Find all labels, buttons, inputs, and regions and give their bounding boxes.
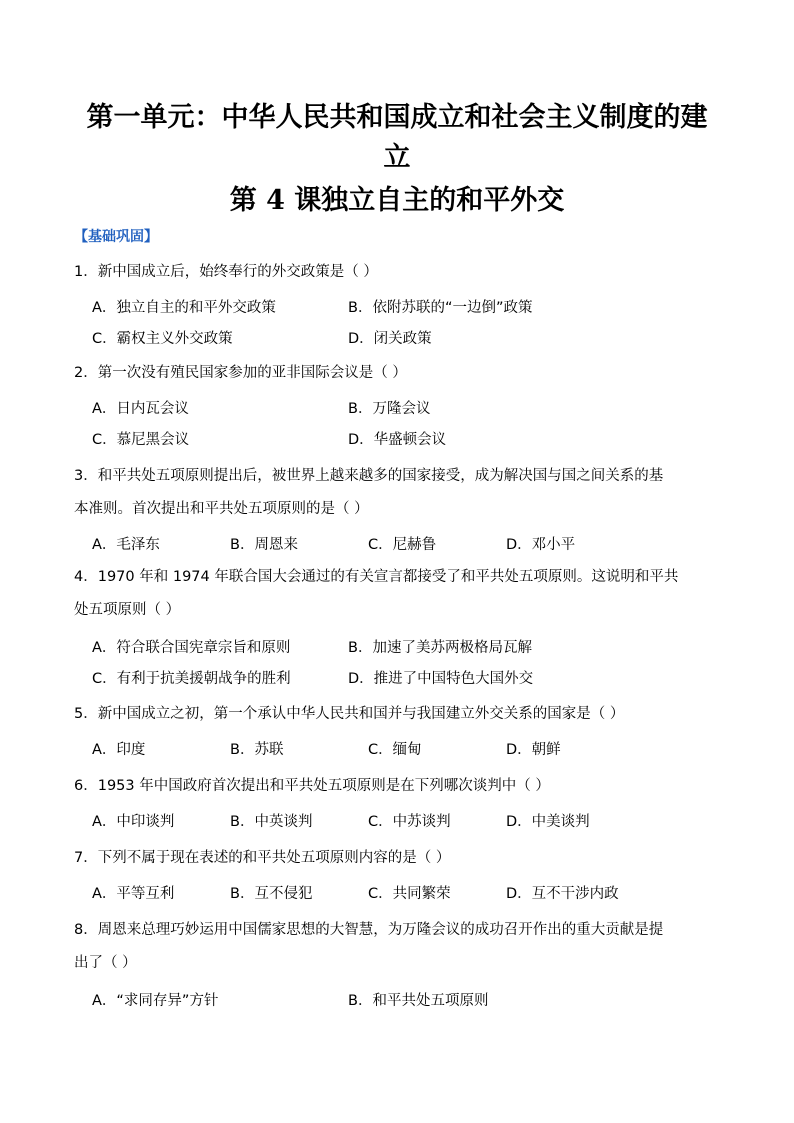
question-stem-line-1: 3．和平共处五项原则提出后，被世界上越来越多的国家接受，成为解决国与国之间关系的基 [74, 468, 664, 484]
option-c: C．慕尼黑会议 [92, 432, 190, 448]
option-c: C．共同繁荣 [368, 886, 451, 902]
question-1 [74, 258, 724, 355]
option-d: D．朝鲜 [506, 742, 561, 758]
unit-title-line-1: 第一单元：中华人民共和国成立和社会主义制度的建 [86, 102, 708, 133]
option-a: A．平等互利 [92, 886, 175, 902]
option-c: C．中苏谈判 [368, 814, 451, 830]
option-b: B．依附苏联的“一边倒”政策 [348, 300, 533, 316]
question-stem-line-2: 出了（ ） [74, 955, 137, 971]
option-c: C．尼赫鲁 [368, 537, 437, 553]
option-d: D．互不干涉内政 [506, 886, 619, 902]
document-title [0, 98, 794, 224]
option-a: A．独立自主的和平外交政策 [92, 300, 276, 316]
question-8 [74, 914, 724, 1017]
question-7 [74, 844, 724, 910]
question-stem-line-1: 4．1970 年和 1974 年联合国大会通过的有关宣言都接受了和平共处五项原则。这说明和平共 [74, 569, 679, 585]
option-b: B．和平共处五项原则 [348, 993, 489, 1009]
option-b: B．互不侵犯 [230, 886, 313, 902]
option-b: B．苏联 [230, 742, 284, 758]
option-c: C．有利于抗美援朝战争的胜利 [92, 671, 291, 687]
lesson-title: 第 4 课独立自主的和平外交 [229, 185, 565, 216]
question-stem: 1．新中国成立后，始终奉行的外交政策是（ ） [74, 264, 378, 280]
option-c: C．缅甸 [368, 742, 422, 758]
option-d: D．邓小平 [506, 537, 576, 553]
question-4 [74, 561, 724, 695]
question-list [74, 258, 724, 1017]
option-a: A．中印谈判 [92, 814, 175, 830]
question-stem: 6．1953 年中国政府首次提出和平共处五项原则是在下列哪次谈判中（ ） [74, 778, 550, 794]
option-a: A．印度 [92, 742, 146, 758]
question-6 [74, 772, 724, 838]
section-heading: 【基础巩固】 [74, 229, 158, 245]
question-stem: 5．新中国成立之初，第一个承认中华人民共和国并与我国建立外交关系的国家是（ ） [74, 706, 625, 722]
question-2 [74, 359, 724, 456]
question-stem-line-1: 8．周恩来总理巧妙运用中国儒家思想的大智慧，为万隆会议的成功召开作出的重大贡献是提 [74, 922, 664, 938]
option-c: C．霸权主义外交政策 [92, 331, 233, 347]
question-5 [74, 700, 724, 766]
option-a: A．“求同存异”方针 [92, 993, 219, 1009]
question-stem-line-2: 处五项原则（ ） [74, 602, 181, 618]
question-stem: 2．第一次没有殖民国家参加的亚非国际会议是（ ） [74, 365, 407, 381]
option-b: B．万隆会议 [348, 401, 431, 417]
option-b: B．中英谈判 [230, 814, 313, 830]
option-d: D．华盛顿会议 [348, 432, 447, 448]
option-a: A．符合联合国宪章宗旨和原则 [92, 640, 291, 656]
question-stem: 7．下列不属于现在表述的和平共处五项原则内容的是（ ） [74, 850, 451, 866]
question-stem-line-2: 本准则。首次提出和平共处五项原则的是（ ） [74, 501, 369, 517]
option-b: B．周恩来 [230, 537, 298, 553]
option-b: B．加速了美苏两极格局瓦解 [348, 640, 532, 656]
option-d: D．闭关政策 [348, 331, 432, 347]
option-a: A．毛泽东 [92, 537, 160, 553]
option-d: D．中美谈判 [506, 814, 590, 830]
question-3 [74, 460, 724, 561]
unit-title-line-2: 立 [383, 142, 411, 173]
option-d: D．推进了中国特色大国外交 [348, 671, 534, 687]
option-a: A．日内瓦会议 [92, 401, 189, 417]
